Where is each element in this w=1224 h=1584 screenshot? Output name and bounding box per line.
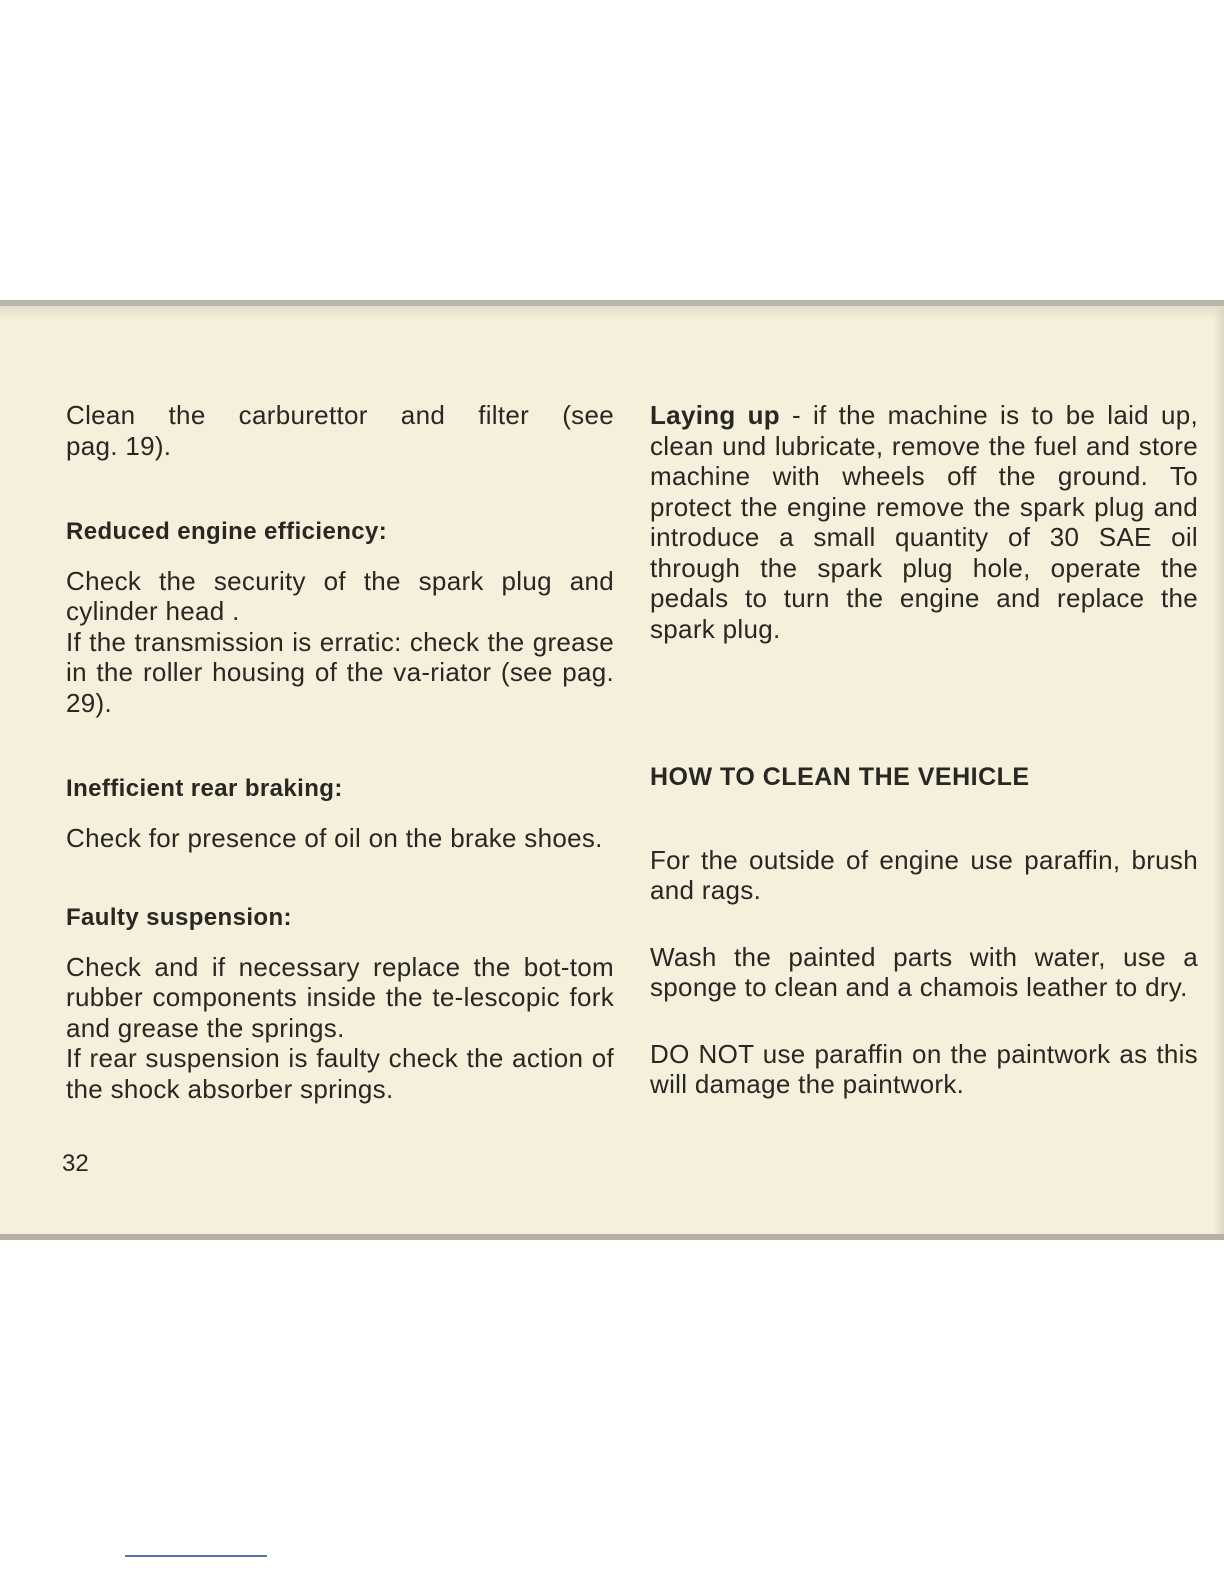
laying-up-text: - if the machine is to be laid up, clean und lubricate, remove the fuel and store machine with wheels off the ground. To protect the engine remove the spark plug and introduce a small quantity of 30 SAE oil through the spark plug hole, operate the pedals to turn the engine and replace the spark plug. bbox=[650, 400, 1198, 644]
clean-text-3: DO NOT use paraffin on the paintwork as this will damage the paintwork. bbox=[650, 1038, 1198, 1099]
reduced-engine-text-2: If the transmission is erratic: check the grease in the roller housing of the va-riator (see pag. 29). bbox=[66, 626, 614, 718]
laying-up-paragraph bbox=[650, 400, 1198, 644]
rear-braking-text: Check for presence of oil on the brake shoes. bbox=[66, 822, 603, 853]
footer-rule bbox=[125, 1555, 267, 1557]
faulty-suspension-text-1: Check and if necessary replace the bot-tom rubber components inside the te-lescopic fork and grease the springs. bbox=[66, 951, 614, 1043]
faulty-suspension-text-2: If rear suspension is faulty check the action of the shock absorber springs. bbox=[66, 1043, 614, 1104]
clean-text-2: Wash the painted parts with water, use a sponge to clean and a chamois leather to dry. bbox=[650, 941, 1198, 1002]
reduced-engine-heading: Reduced engine efficiency: bbox=[66, 518, 388, 545]
page-number: 32 bbox=[62, 1150, 89, 1177]
reduced-engine-text-1: Check the security of the spark plug and cylinder head . bbox=[66, 565, 614, 626]
how-to-clean-title: HOW TO CLEAN THE VEHICLE bbox=[650, 763, 1030, 791]
laying-up-lead: Laying up bbox=[650, 400, 780, 430]
clean-text-1: For the outside of engine use paraffin, brush and rags. bbox=[650, 844, 1198, 905]
faulty-suspension-heading: Faulty suspension: bbox=[66, 904, 292, 931]
left-column bbox=[66, 400, 614, 1104]
right-column bbox=[650, 400, 1198, 1100]
rear-braking-heading: Inefficient rear braking: bbox=[66, 775, 343, 802]
carburettor-text: Clean the carburettor and filter (see bbox=[66, 400, 614, 430]
carburettor-text-cont: pag. 19). bbox=[66, 430, 172, 461]
